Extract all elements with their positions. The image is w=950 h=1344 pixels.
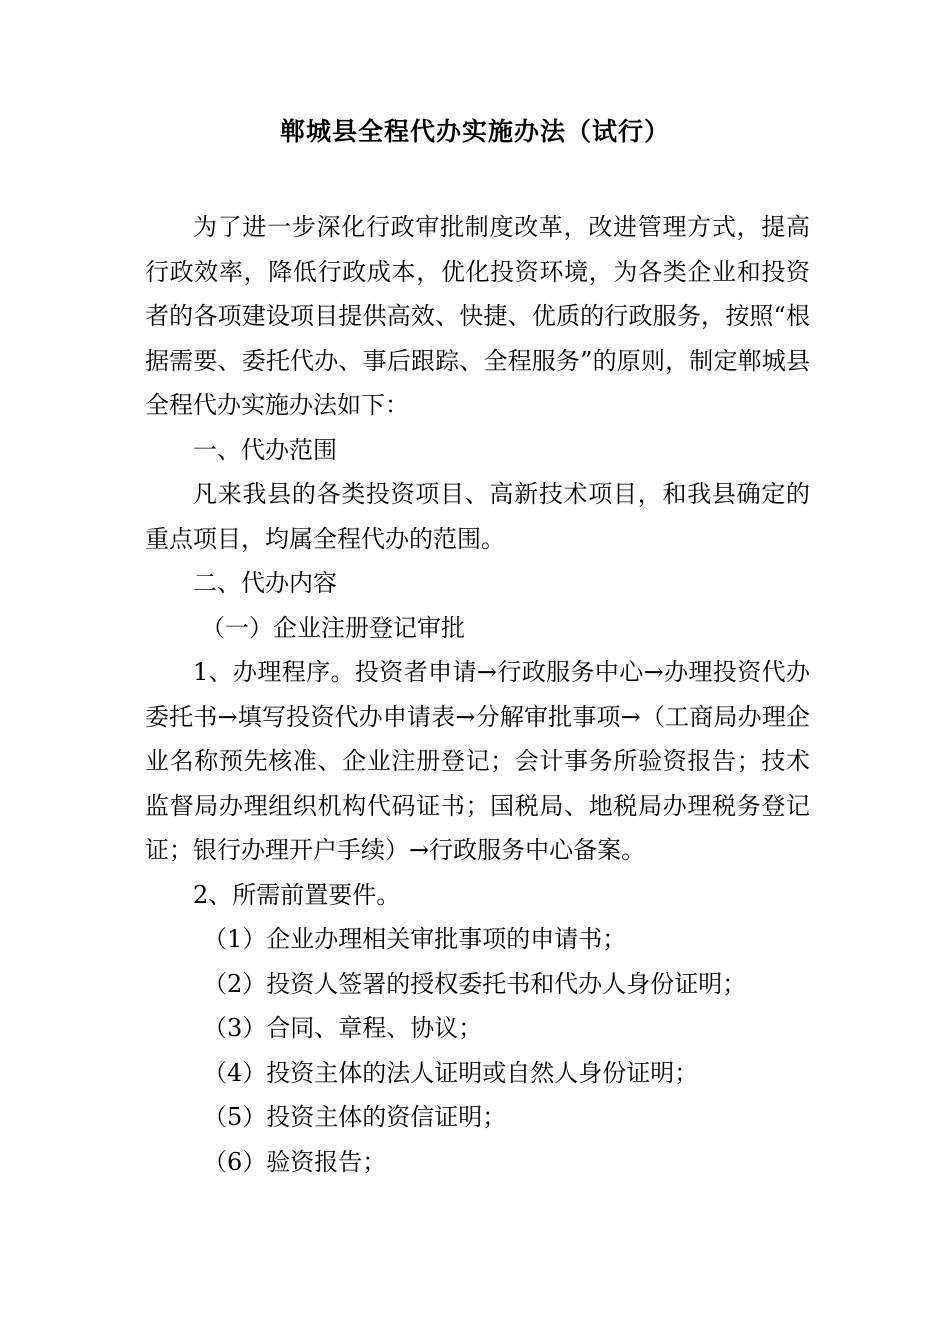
procedure-paragraph: 1、办理程序。投资者申请→行政服务中心→办理投资代办委托书→填写投资代办申请表→分解审批事项→（工商局办理企业名称预先核准、企业注册登记；会计事务所验资报告；技术监督局办理组织机构代码证书；国税局、地税局办理税务登记证；银行办理开户手续）→行政服务中心备案。: [145, 658, 810, 864]
subsection-heading-registration: （一）企业注册登记审批: [201, 613, 465, 642]
intro-paragraph: 为了进一步深化行政审批制度改革，改进管理方式，提高行政效率，降低行政成本，优化投资环境，为各类企业和投资者的各项建设项目提供高效、快捷、优质的行政服务，按照“根据需要、委托代办、事后跟踪、全程服务”的原则，制定郸城县全程代办实施办法如下：: [145, 213, 810, 419]
document-body: [145, 205, 810, 1184]
section-heading-scope: 一、代办范围: [193, 435, 337, 464]
requirements-heading: 2、所需前置要件。: [193, 880, 401, 909]
requirement-item: （5）投资主体的资信证明；: [203, 1103, 507, 1131]
requirement-item: （4）投资主体的法人证明或自然人身份证明；: [203, 1058, 699, 1087]
scope-paragraph: 凡来我县的各类投资项目、高新技术项目，和我县确定的重点项目，均属全程代办的范围。: [145, 480, 810, 553]
requirement-item: （6）验资报告；: [203, 1147, 387, 1176]
requirement-item: （2）投资人签署的授权委托书和代办人身份证明；: [203, 969, 747, 998]
document-title: 郸城县全程代办实施办法（试行）: [279, 117, 670, 146]
section-heading-content: 二、代办内容: [193, 569, 337, 597]
requirement-item: （3）合同、章程、协议；: [203, 1014, 483, 1042]
requirement-item: （1）企业办理相关审批事项的申请书；: [203, 925, 627, 953]
